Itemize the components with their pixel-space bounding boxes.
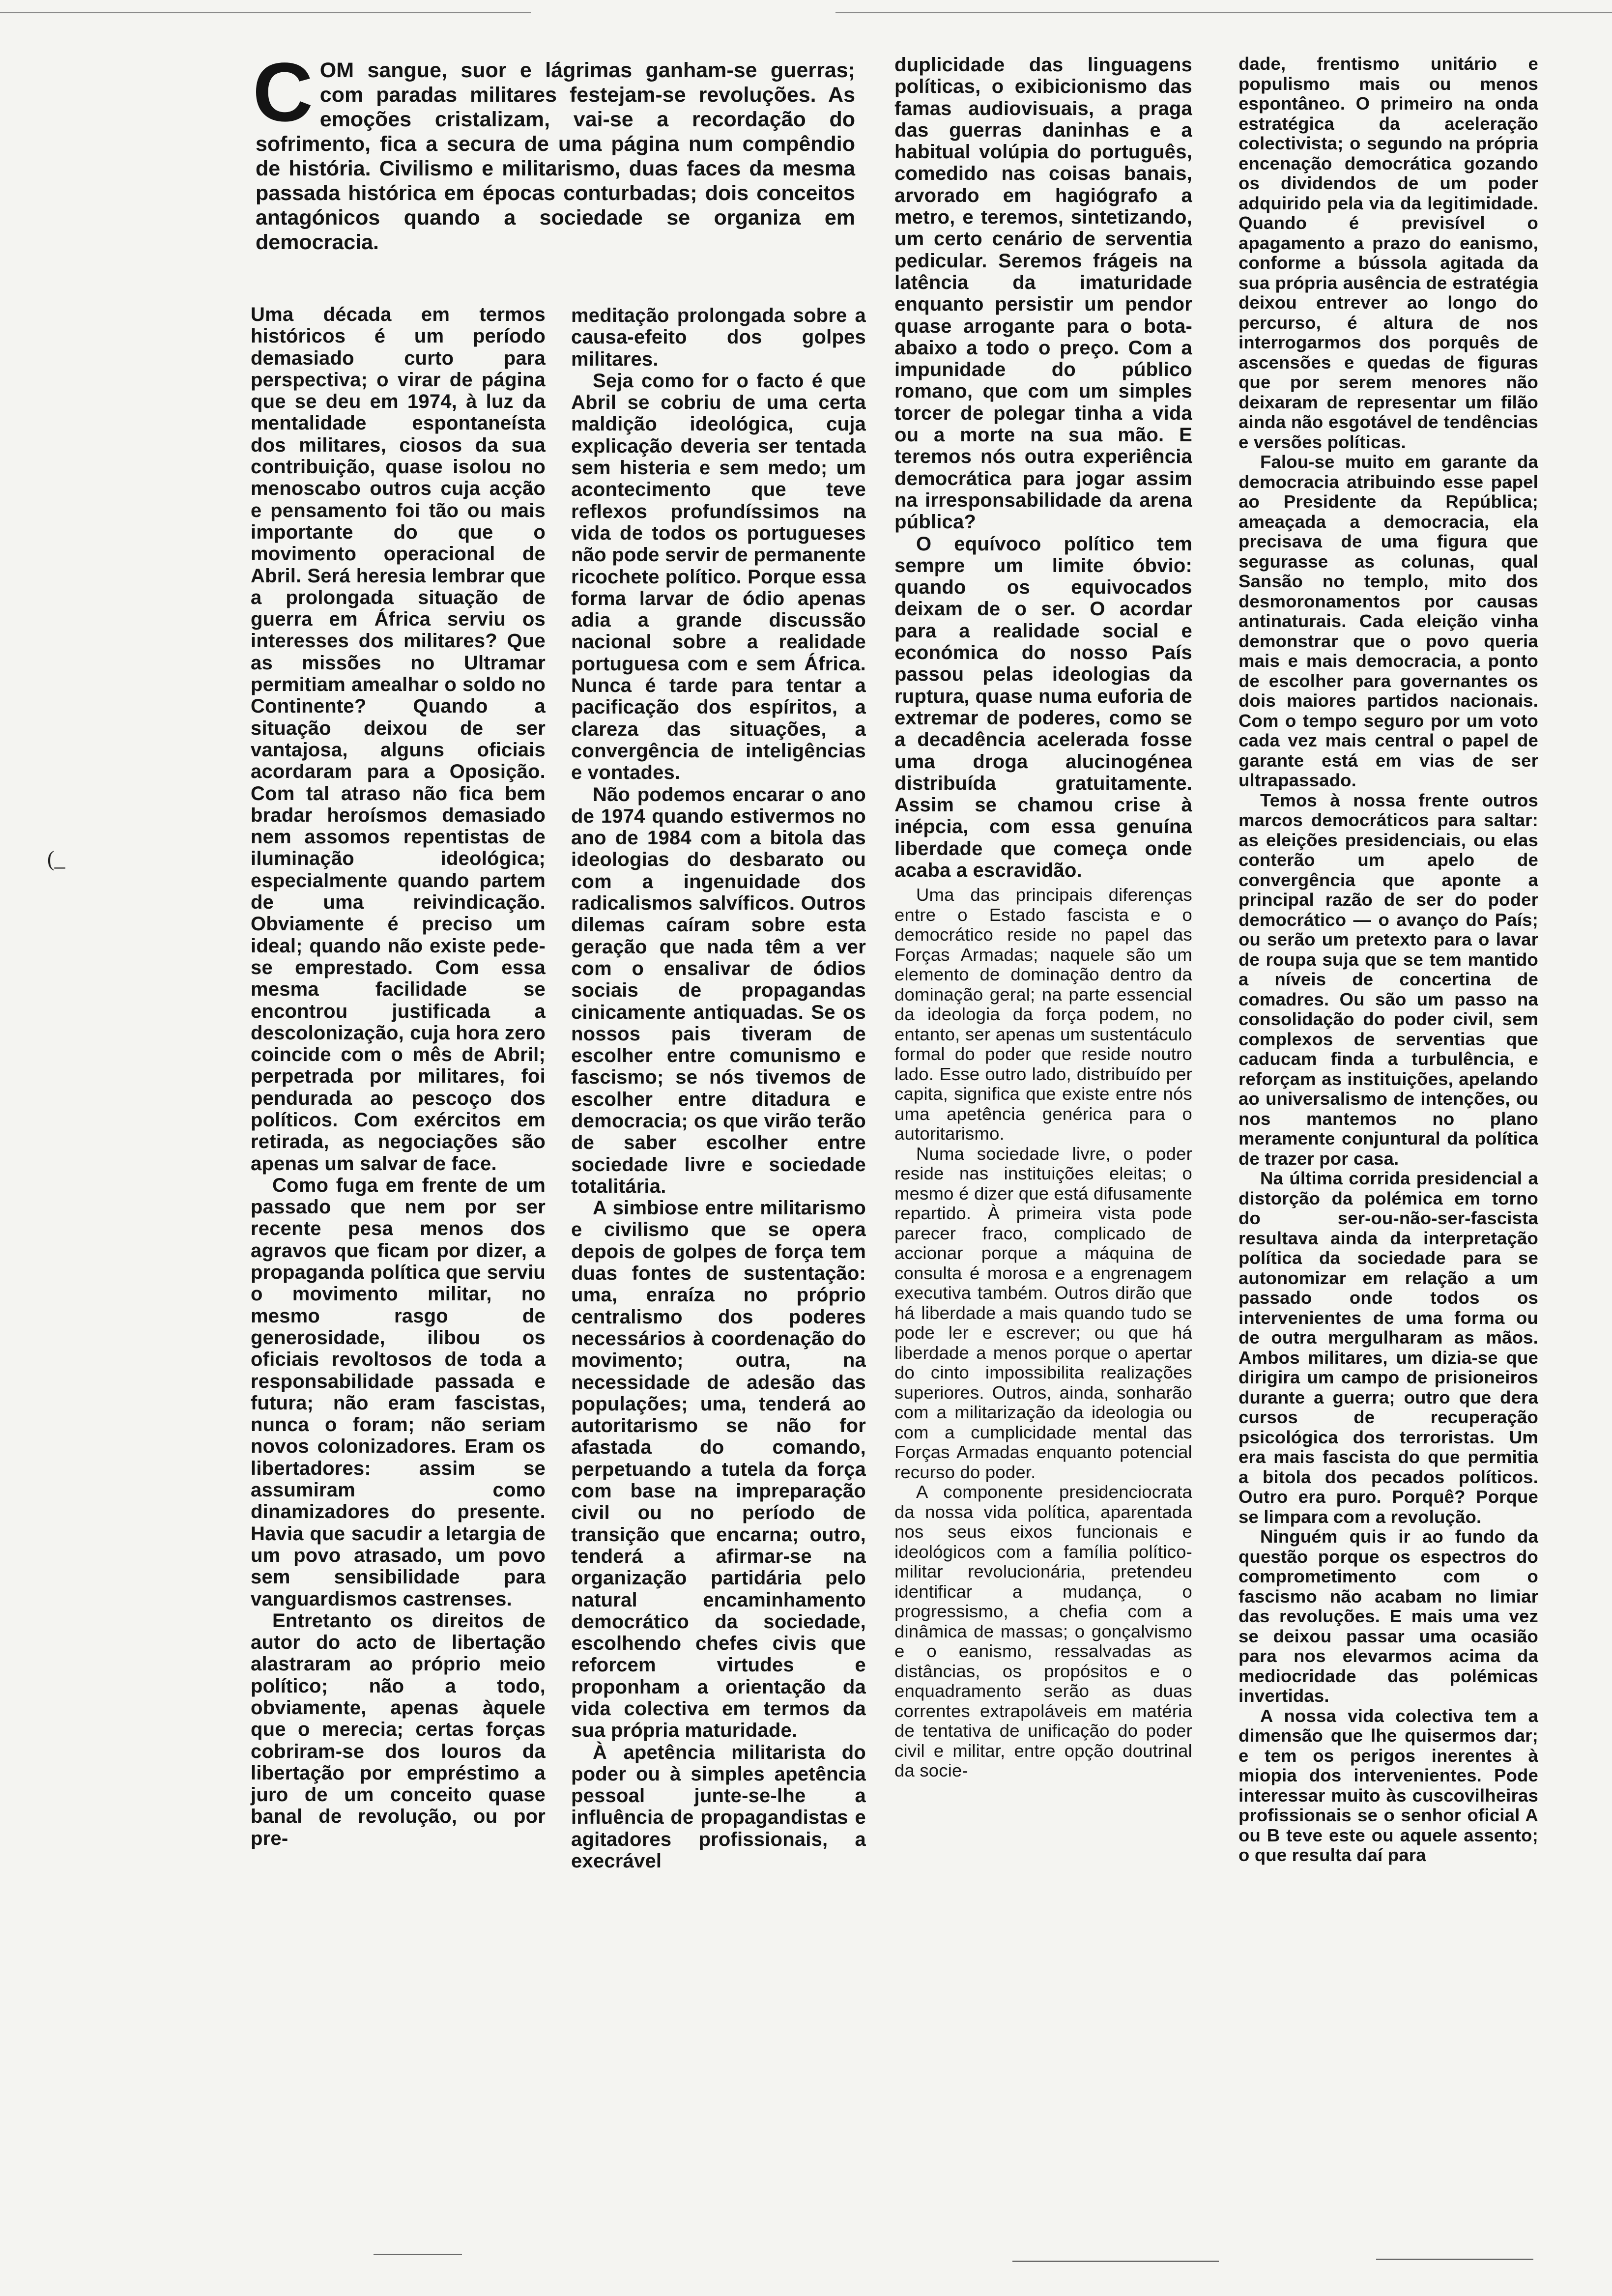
top-rule-right [835,12,1612,13]
column-1-paragraph: Uma década em termos históricos é um período demasiado curto para perspectiva; o virar de página que se deu em 1974, à luz da mentalidade espontaneísta dos militares, ciosos da sua contribuição, quase isolou no menoscabo outros cuja acção e pensamento foi tão ou mais importante do que o movimento operacional de Abril. Será heresia lembrar que a prolongada situação de guerra em África serviu os interesses dos militares? Que as missões no Ultramar permitiam amealhar o soldo no Continente? Quando a situação deixou de ser vantajosa, alguns oficiais acordaram para a Oposição. Com tal atraso não fica bem bradar heroísmos demasiado nem assomos repentistas de iluminação ideológica; especialmente quando partem de uma reivindicação. Obviamente é preciso um ideal; quando não existe pede-se emprestado. Com essa mesma facilidade se encontrou justificada a descolonização, cuja hora zero coincide com o mês de Abril; perpetrada por militares, foi pendurada ao pescoço dos políticos. Com exércitos em retirada, as negociações são apenas um salvar de face. [251,304,546,1175]
lead-paragraph [253,46,855,255]
column-3-paragraph: O equívoco político tem sempre um limite óbvio: quando os equivocados deixam de o ser. O acordar para a realidade social e económica do nosso País passou pelas ideologias da ruptura, quase numa euforia de extremar de poderes, como se a decadência acelerada fosse uma droga alucinogénea distribuída gratuitamente. Assim se chamou crise à inépcia, com essa genuína liberdade que começa onde acaba a escravidão. [894,533,1192,881]
top-rule-left [0,12,531,13]
column-1-paragraph: Entretanto os direitos de autor do acto de libertação alastraram ao próprio meio político; não a todo, obviamente, apenas àquele que o merecia; certas forças cobriram-se dos louros da libertação por empréstimo a juro de um conceito quase banal de revolução, ou por pre- [251,1609,546,1849]
column-2-paragraph: A simbiose entre militarismo e civilismo que se opera depois de golpes de força tem duas fontes de sustentação: uma, enraíza no próprio centralismo dos poderes necessários à coordenação do movimento; outra, na necessidade de adesão das populações; uma, tenderá ao autoritarismo se não for afastada do comando, perpetuando a tutela da força com base na impreparação civil ou no período de transição que encarna; outro, tenderá a afirmar-se na organização partidária pelo natural encaminhamento democrático da sociedade, escolhendo chefes civis que reforcem virtudes e proponham a orientação da vida colectiva em termos da sua própria maturidade. [571,1197,866,1742]
column-3-narrow-block [894,885,1192,1781]
column-2-paragraph: À apetência militarista do poder ou à simples apetência pessoal junte-se-lhe a influência de propagandistas e agitadores profissionais, a execrável [571,1741,866,1872]
column-3-narrow-paragraph: Uma das principais diferenças entre o Estado fascista e o democrático reside no papel das Forças Armadas; naquele são um elemento de dominação dentro da dominação geral; na parte essencial da ideologia da força podem, no entanto, ser apenas um sustentáculo formal do poder que reside noutro lado. Esse outro lado, distribuído per capita, significa que existe entre nós uma apetência genérica para o autoritarismo. [894,885,1192,1144]
column-2-paragraph: Não podemos encarar o ano de 1974 quando estivermos no ano de 1984 com a bitola das ideologias do desbarato ou com a ingenuidade dos radicalismos salvíficos. Outros dilemas caíram sobre esta geração que nada têm a ver com o ensalivar de ódios sociais de propagandas cinicamente antiquadas. Se os nossos pais tiveram de escolher entre comunismo e fascismo; se nós tivemos de escolher entre ditadura e democracia; os que virão terão de saber escolher entre sociedade livre e sociedade totalitária. [571,783,866,1197]
bottom-rule-3 [1376,2259,1533,2260]
column-2-paragraph: Seja como for o facto é que Abril se cobriu de uma certa maldição ideológica, cuja explicação deveria ser tentada sem histeria e sem medo; um acontecimento que teve reflexos profundíssimos na vida de todos os portugueses não pode servir de permanente ricochete político. Porque essa forma larvar de ódio apenas adia a grande discussão nacional sobre a realidade portuguesa com e sem África. Nunca é tarde para tentar a pacificação dos espíritos, a clareza das situações, a convergência de inteligências e vontades. [571,370,866,784]
column-4-paragraph: A nossa vida colectiva tem a dimensão que lhe quisermos dar; e tem os perigos inerentes à miopia dos intervenientes. Pode interessar muito às cuscovilheiras profissionais se o senhor oficial A ou B teve este ou aquele assento; o que resulta daí para [1238,1705,1538,1865]
column-4-paragraph: Na última corrida presidencial a distorção da polémica em torno do ser-ou-não-ser-fascista resultava ainda da interpretação política da sociedade para se autonomizar em relação a um passado onde todos os intervenientes de uma forma ou de outra mergulharam as mãos. Ambos militares, um dizia-se que dirigira um campo de prisioneiros durante a guerra; outro que dera cursos de recuperação psicológica dos terroristas. Um era mais fascista do que permitia a bitola dos pecados políticos. Outro era puro. Porquê? Porque se limpara com a revolução. [1238,1168,1538,1527]
column-2 [571,305,866,1872]
column-2-paragraph: meditação prolongada sobre a causa-efeito dos golpes militares. [571,305,866,370]
column-3-paragraph: duplicidade das linguagens políticas, o exibicionismo das famas audiovisuais, a praga das guerras daninhas e a habitual volúpia do português, comedido nas coisas banais, arvorado em hagiógrafo a metro, e teremos, sintetizando, um certo cenário de serventia pedicular. Seremos frágeis na latência da imaturidade enquanto persistir um pendor quase arrogante para o bota-abaixo a todo o preço. Com a impunidade do público romano, que com um simples torcer de polegar tinha a vida ou a morte na sua mão. E teremos nós outra experiência democrática para jogar assim na irresponsabilidade da arena pública? [894,54,1192,533]
column-4-paragraph: Ninguém quis ir ao fundo da questão porque os espectros do comprometimento com o fascismo não acabam no limiar das revoluções. E mais uma vez se deixou passar uma ocasião para nos elevarmos acima da mediocridade das polémicas invertidas. [1238,1526,1538,1706]
column-4-paragraph: Temos à nossa frente outros marcos democráticos para saltar: as eleições presidenciais, ou elas conterão um apelo de convergência que aponte a principal razão de ser do poder democrático — o avanço do País; ou serão um pretexto para o lavar de roupa suja que se tem mantido a níveis de concertina de comadres. Ou são um passo na consolidação do poder civil, sem complexos de serventias que caducam finda a turbulência, e reforçam as instituições, apelando ao universalismo de intenções, ou nos mantemos no plano meramente conjuntural da política de trazer por casa. [1238,790,1538,1169]
lead-text: OM sangue, suor e lágrimas ganham-se guerras; com paradas militares festejam-se revoluções. As emoções cristalizam, vai-se a recordação do sofrimento, fica a secura de uma página num compêndio de história. Civilismo e militarismo, duas faces da mesma passada histórica em épocas conturbadas; dois conceitos antagónicos quando a sociedade se organiza em democracia. [256,58,855,254]
bottom-rule-1 [374,2254,462,2255]
column-4-paragraph: dade, frentismo unitário e populismo mais ou menos espontâneo. O primeiro na onda estratégica da aceleração colectivista; o segundo na própria encenação democrática gozando os dividendos de um poder adquirido pela via da legitimidade. Quando é previsível o apagamento a prazo do eanismo, conforme a bússola agitada da sua própria ausência de estratégia deixou entrever ao longo do percurso, é altura de nos interrogarmos dos porquês de ascensões e quedas de figuras que por serem menores não deixaram de representar um filão ainda não esgotável de tendências e versões políticas. [1238,54,1538,452]
column-3-narrow-paragraph: Numa sociedade livre, o poder reside nas instituições eleitas; o mesmo é dizer que está difusamente repartido. À primeira vista pode parecer fraco, complicado de accionar porque a máquina de consulta é morosa e a engrenagem executiva também. Outros dirão que há liberdade a mais quando tudo se pode ler e escrever; ou que há liberdade a menos porque o apertar do cinto impossibilita realizações superiores. Outros, ainda, sonharão com a militarização da ideologia ou com a cumplicidade mental das Forças Armadas enquanto potencial recurso do poder. [894,1143,1192,1482]
column-3-narrow-paragraph: A componente presidenciocrata da nossa vida política, aparentada nos seus eixos funcionais e ideológicos com a família político-militar revolucionária, pretendeu identificar a mudança, o progressismo, a chefia com a dinâmica de massas; o gonçalvismo e o eanismo, ressalvadas as distâncias, os propósitos e o enquadramento serão as duas correntes extrapoláveis em matéria de tentativa de unificação do poder civil e militar, entre opção doutrinal da socie- [894,1482,1192,1781]
bottom-rule-2 [1012,2261,1219,2262]
margin-mark: (_ [47,847,65,871]
drop-cap: C [253,46,313,139]
column-4 [1238,54,1538,1866]
column-1 [251,304,546,1849]
column-4-paragraph: Falou-se muito em garante da democracia atribuindo esse papel ao Presidente da República; ameaçada a democracia, ela precisava de uma figura que segurasse as colunas, qual Sansão no templo, mito dos desmoronamentos por causas antinaturais. Cada eleição vinha demonstrar que o povo queria mais e mais democracia, a ponto de escolher para governantes os dois maiores partidos nacionais. Com o tempo seguro por um voto cada vez mais central o papel de garante está em vias de ser ultrapassado. [1238,452,1538,790]
column-1-paragraph: Como fuga em frente de um passado que nem por ser recente pesa menos dos agravos que ficam por dizer, a propaganda política que serviu o movimento militar, no mesmo rasgo de generosidade, ilibou os oficiais revoltosos de toda a responsabilidade passada e futura; não eram fascistas, nunca o foram; não seriam novos colonizadores. Eram os libertadores: assim se assumiram como dinamizadores do presente. Havia que sacudir a letargia de um povo atrasado, um povo sem sensibilidade para vanguardismos castrenses. [251,1174,546,1610]
column-3 [894,54,1192,1781]
